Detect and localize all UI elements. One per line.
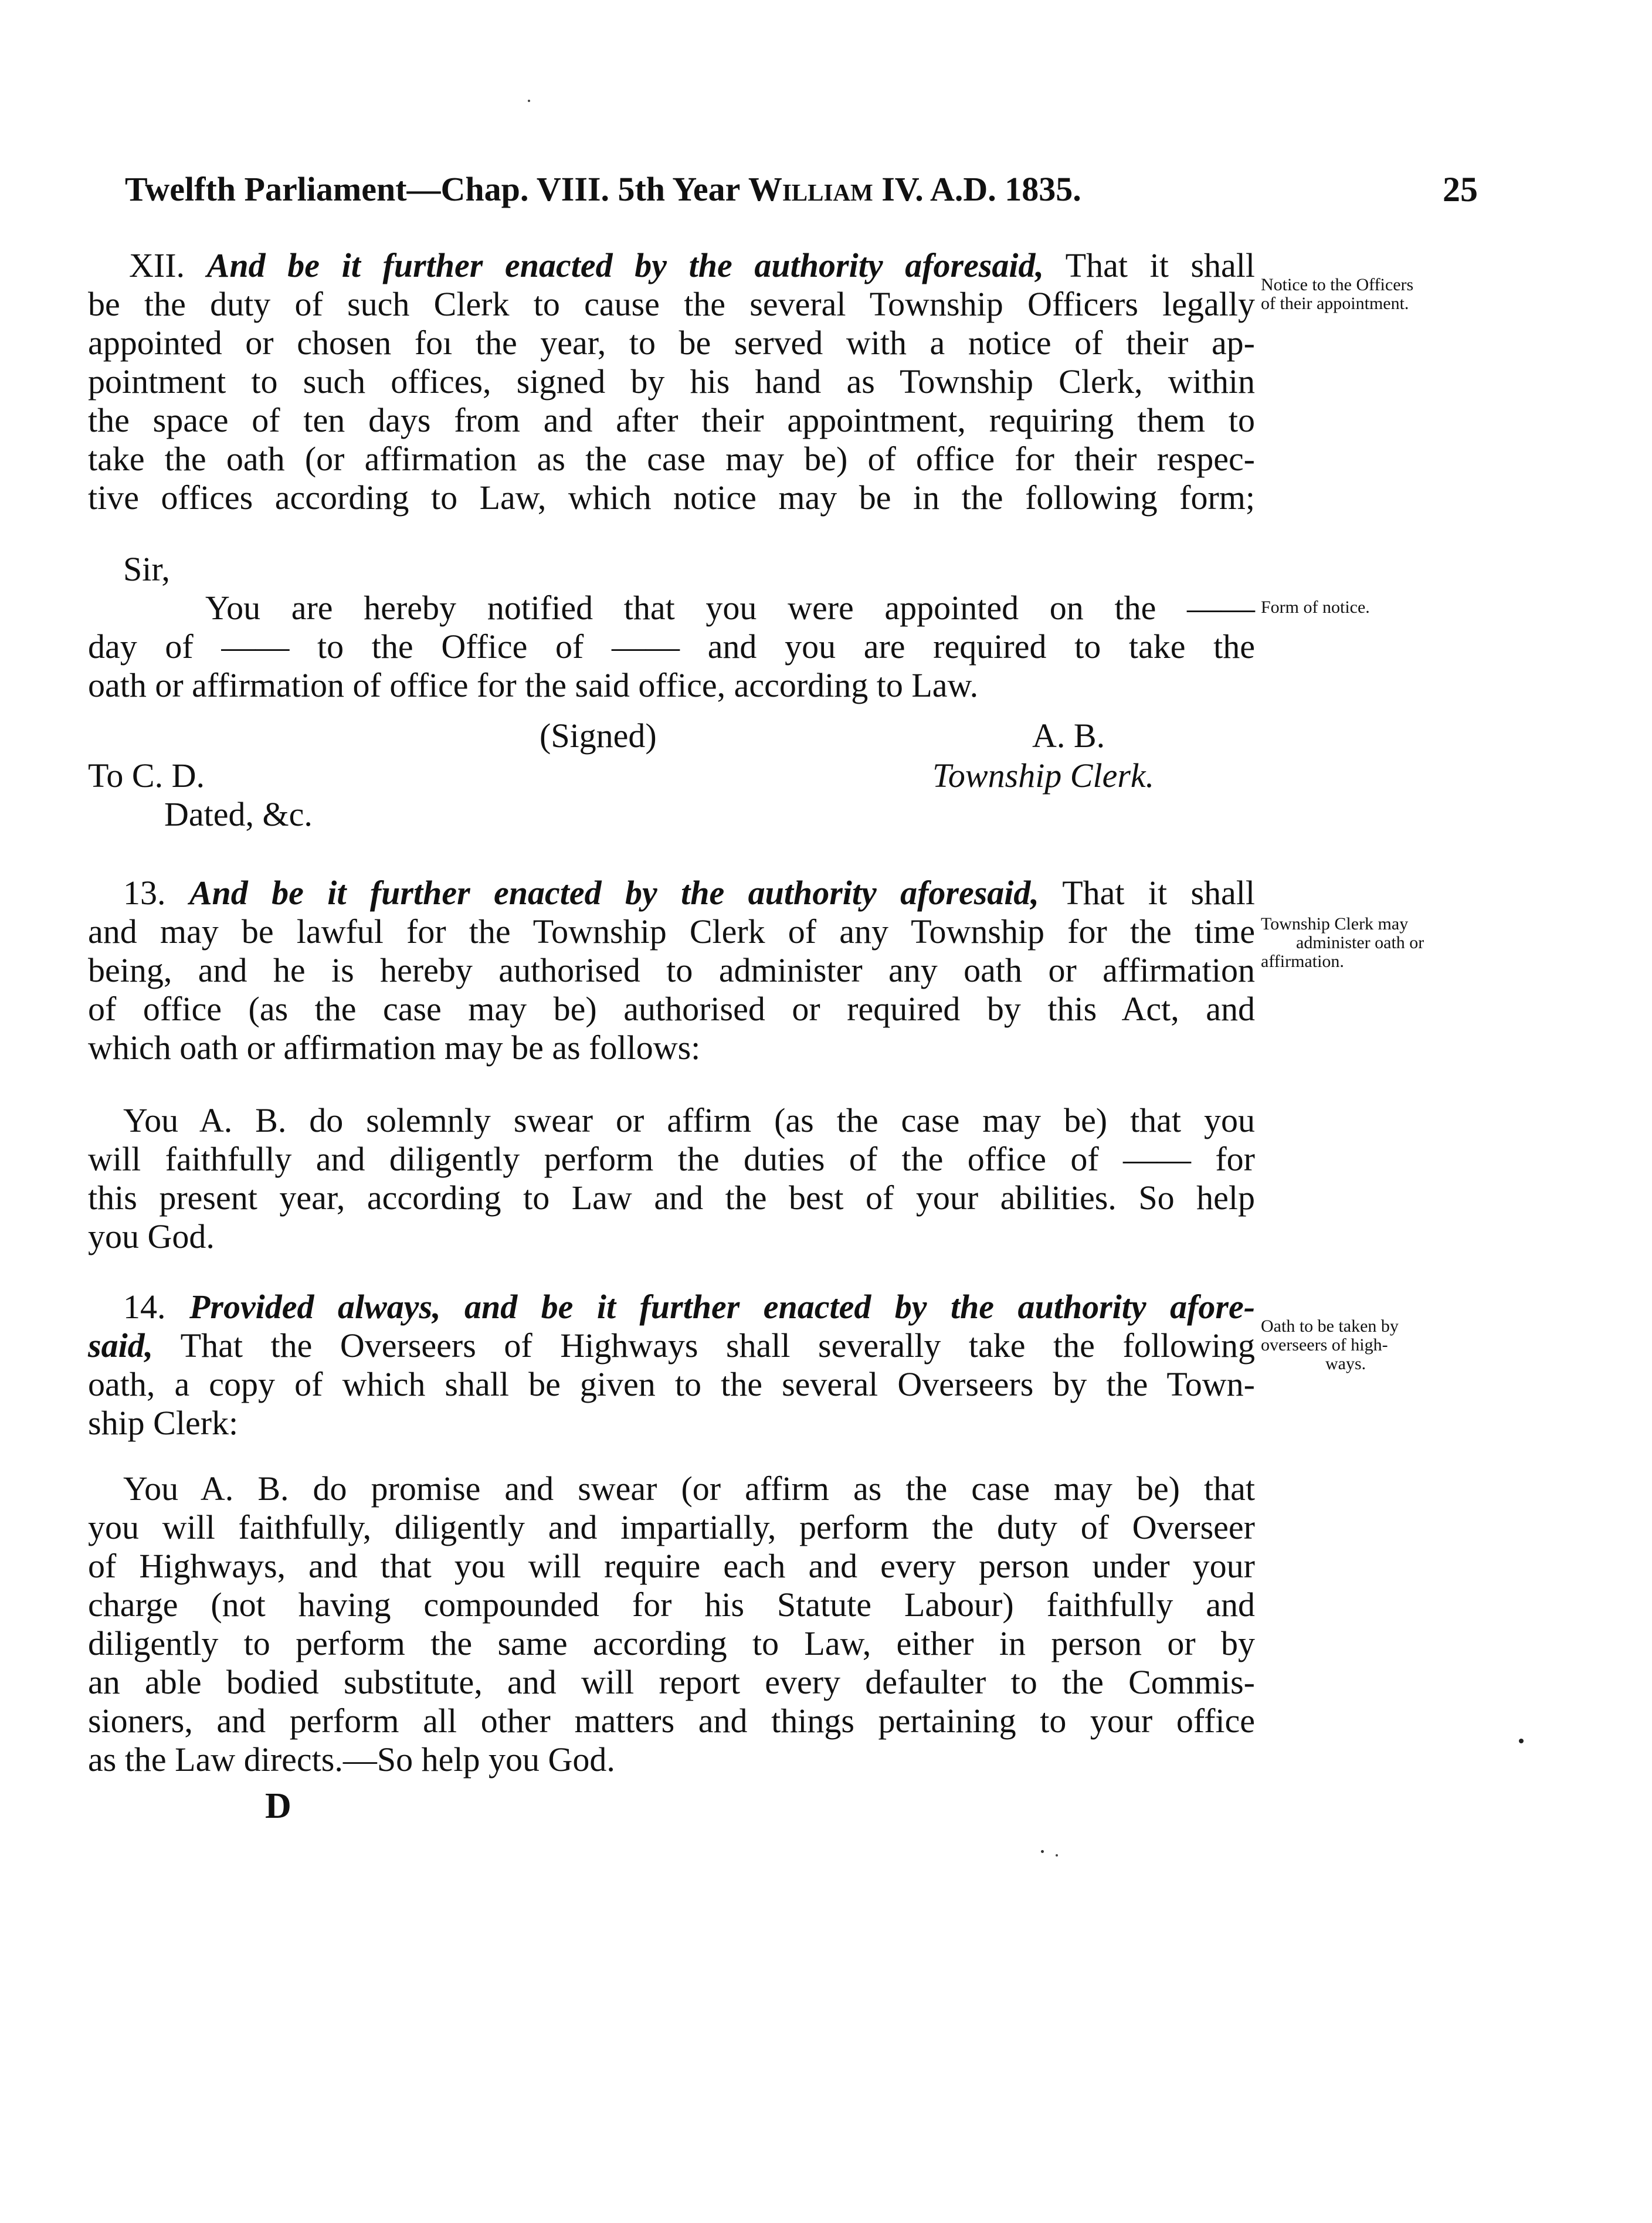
section-12-line: appointed or chosen foı the year, to be served with a notice of their ap-: [88, 324, 1255, 362]
section-14-line: ship Clerk:: [88, 1404, 239, 1442]
oath-overseers-line: as the Law directs.—So help you God.: [88, 1740, 615, 1779]
margin-note-14-line1: Oath to be taken by: [1261, 1316, 1399, 1336]
margin-note-13-line1: Township Clerk may: [1261, 914, 1409, 934]
scan-speck: [1041, 1850, 1044, 1853]
section-13-line: 13. And be it further enacted by the authority aforesaid, That it shall: [123, 874, 1256, 912]
oath-overseers-line: charge (not having compounded for his Statute Labour) faithfully and: [88, 1586, 1255, 1624]
section-13-line: being, and he is hereby authorised to administer any oath or affirmation: [88, 951, 1255, 989]
margin-note-form: Form of notice.: [1261, 598, 1370, 617]
oath-overseers-line: of Highways, and that you will require each and every person under your: [88, 1547, 1255, 1585]
page-number: 25: [1443, 170, 1478, 209]
section-12: [88, 246, 1255, 517]
margin-note-13-line2: administer oath or: [1296, 933, 1424, 952]
section-13: [88, 874, 1255, 1067]
notice-signed: (Signed): [540, 717, 657, 755]
section-12-line: be the duty of such Clerk to cause the several Township Officers legally: [88, 285, 1255, 323]
notice-signer-title: Township Clerk.: [932, 756, 1155, 795]
oath-overseers: [88, 1469, 1255, 1779]
section-14: [88, 1288, 1255, 1443]
section-12-line: take the oath (or affirmation as the case may be) of office for their respec-: [88, 440, 1255, 478]
section-14-line: 14. Provided always, and be it further enacted by the authority afore-: [123, 1288, 1256, 1326]
section-12-line: tive offices according to Law, which notice may be in the following form;: [88, 478, 1255, 517]
notice-line-2: day of —— to the Office of —— and you are required to take the: [88, 627, 1255, 666]
section-12-line: pointment to such offices, signed by his hand as Township Clerk, within: [88, 362, 1255, 401]
signature-mark: D: [265, 1786, 291, 1826]
oath-officers-line: You A. B. do solemnly swear or affirm (as the case may be) that you: [123, 1101, 1255, 1139]
running-title-a: Twelfth Parliament—Chap. VIII. 5th Year: [125, 170, 748, 208]
oath-officers-line: you God.: [88, 1217, 215, 1255]
oath-officers-line: will faithfully and diligently perform the duties of the office of —— for: [88, 1140, 1255, 1178]
section-12-line: XII. And be it further enacted by the authority aforesaid, That it shall: [129, 246, 1256, 284]
form-of-notice: [88, 589, 1255, 705]
notice-dated: Dated, &c.: [164, 795, 313, 833]
oath-officers-line: this present year, according to Law and the best of your abilities. So help: [88, 1179, 1255, 1217]
section-12-line: the space of ten days from and after their appointment, requiring them to: [88, 401, 1255, 439]
section-13-line: and may be lawful for the Township Clerk of any Township for the time: [88, 912, 1255, 951]
margin-note-13-line3: affirmation.: [1261, 952, 1344, 971]
scan-speck: [528, 100, 530, 102]
notice-line-1: You are hereby notified that you were appointed on the ——: [205, 589, 1255, 627]
oath-overseers-line: You A. B. do promise and swear (or affirm as the case may be) that: [123, 1469, 1255, 1508]
running-title-king: William: [748, 170, 873, 208]
scan-speck: [1519, 1739, 1524, 1743]
oath-overseers-line: an able bodied substitute, and will report every defaulter to the Commis-: [88, 1663, 1255, 1701]
notice-signer: A. B.: [1032, 717, 1105, 755]
section-13-line: of office (as the case may be) authorised or required by this Act, and: [88, 990, 1255, 1028]
oath-overseers-line: sioners, and perform all other matters and things pertaining to your office: [88, 1702, 1255, 1740]
notice-to: To C. D.: [88, 756, 205, 795]
scan-speck: [1056, 1854, 1058, 1857]
margin-note-14-line3: ways.: [1325, 1354, 1366, 1373]
running-title-b: IV. A.D. 1835.: [873, 170, 1081, 208]
running-header: [125, 169, 1081, 210]
margin-note-12: [1261, 276, 1413, 313]
margin-note-12-line1: Notice to the Officers: [1261, 275, 1414, 294]
notice-salutation: Sir,: [123, 550, 170, 588]
oath-overseers-line: diligently to perform the same according to Law, either in person or by: [88, 1624, 1255, 1662]
section-14-line: oath, a copy of which shall be given to the several Overseers by the Town-: [88, 1365, 1255, 1403]
oath-overseers-line: you will faithfully, diligently and impartially, perform the duty of Overseer: [88, 1508, 1255, 1546]
margin-note-12-line2: of their appointment.: [1261, 294, 1409, 313]
notice-line-3: oath or affirmation of office for the said office, according to Law.: [88, 666, 979, 704]
oath-officers: [88, 1101, 1255, 1256]
section-13-line: which oath or affirmation may be as follows:: [88, 1029, 701, 1067]
section-14-line: said, That the Overseers of Highways shall severally take the following: [88, 1326, 1255, 1365]
margin-note-13: [1261, 915, 1424, 971]
margin-note-14: [1261, 1317, 1399, 1373]
margin-note-14-line2: overseers of high-: [1261, 1335, 1388, 1355]
